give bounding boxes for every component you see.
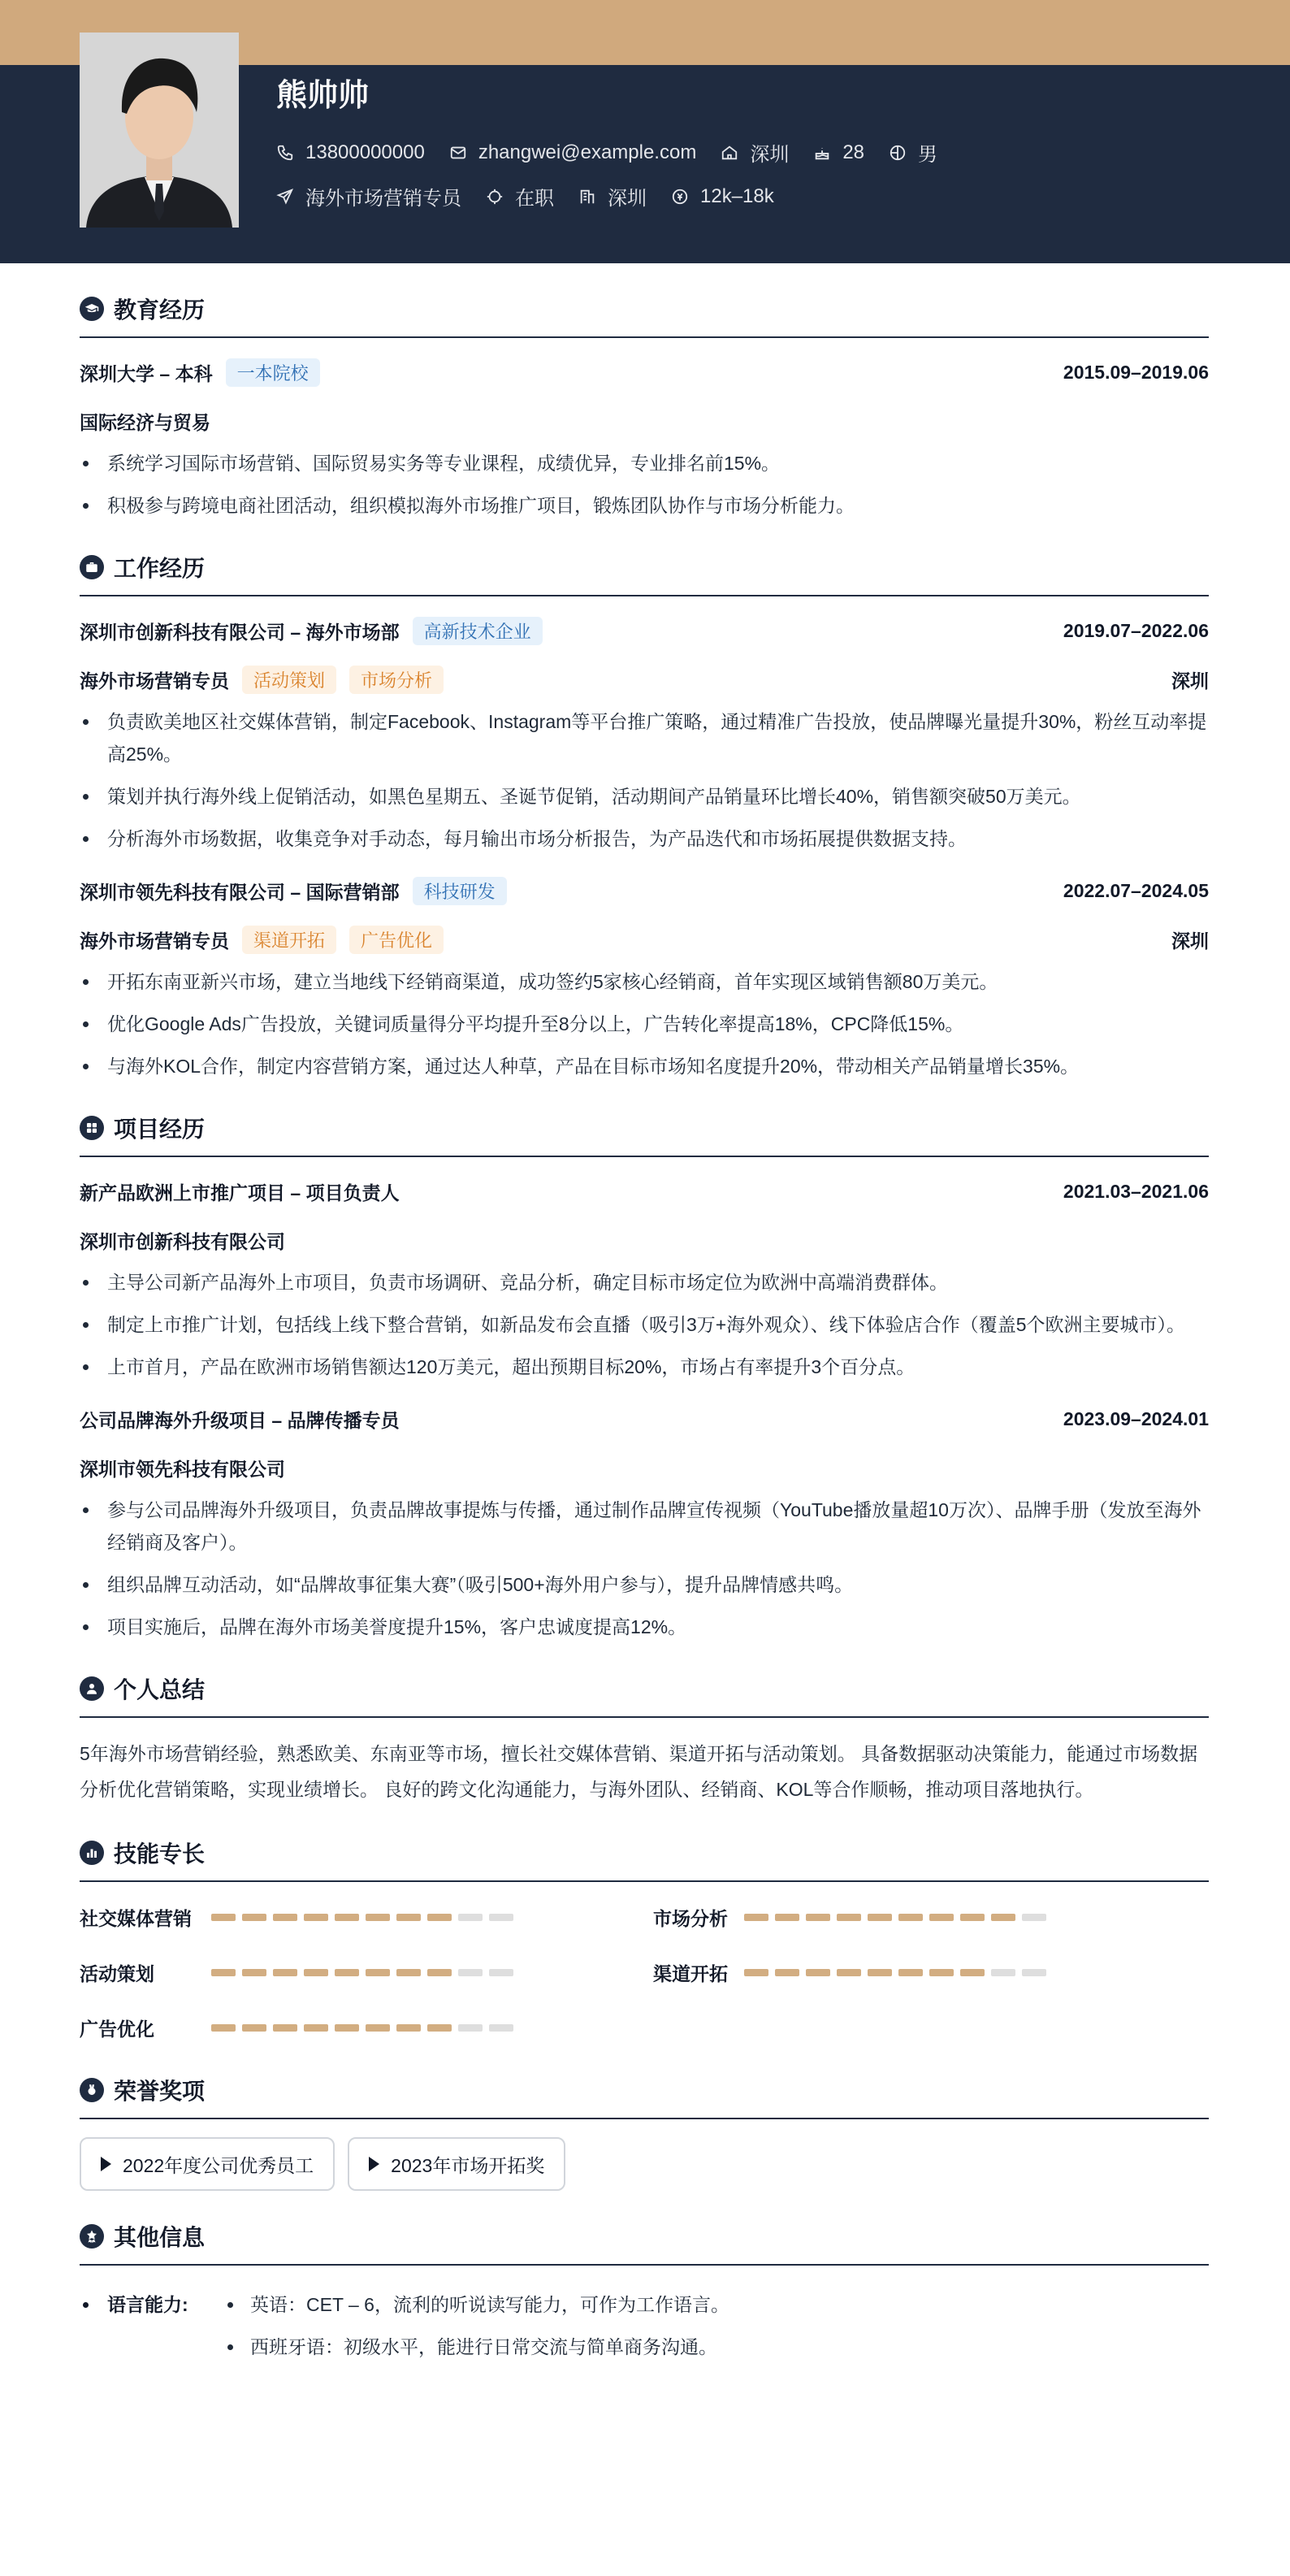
skill-segment	[806, 1914, 830, 1921]
school-tag: 一本院校	[226, 358, 320, 387]
project-entry	[80, 1175, 1209, 1383]
chart-icon	[80, 1841, 104, 1865]
cake-icon	[813, 144, 831, 162]
skill-segment	[366, 1914, 390, 1921]
skill-segment	[273, 1914, 297, 1921]
entry-bullets	[80, 1494, 1209, 1643]
email-text: zhangwei@example.com	[478, 141, 697, 163]
company-name: 深圳市创新科技有限公司 – 海外市场部	[80, 621, 400, 643]
skill-segment	[242, 1969, 266, 1976]
skill-segment	[898, 1914, 923, 1921]
language-label: 语言能力:	[80, 2283, 227, 2368]
company-tag: 科技研发	[413, 877, 507, 905]
skill-segment	[211, 1914, 236, 1921]
home-icon	[721, 144, 738, 162]
skill-segment	[806, 1969, 830, 1976]
skill-segment	[775, 1914, 799, 1921]
entry-title-row	[80, 614, 1209, 647]
phone-info	[276, 141, 425, 164]
send-icon	[276, 188, 294, 206]
list-item: 组织品牌互动活动，如“品牌故事征集大赛”（吸引500+海外用户参与），提升品牌情感共鸣。	[80, 1568, 1209, 1601]
section-header	[80, 1837, 1209, 1882]
section-header	[80, 1112, 1209, 1157]
summary-text: 5年海外市场营销经验，熟悉欧美、东南亚等市场，擅长社交媒体营销、渠道开拓与活动策划。 具备数据驱动决策能力，能通过市场数据分析优化营销策略，实现业绩增长。 良好的跨文化沟通能力，与海外团队、经销商、KOL等合作顺畅，推动项目落地执行。	[80, 1743, 1198, 1800]
list-item: 制定上市推广计划，包括线上线下整合营销，如新品发布会直播（吸引3万+海外观众）、线下体验店合作（覆盖5个欧洲主要城市）。	[80, 1308, 1209, 1341]
skills-section	[80, 1837, 1209, 2045]
entry-bullets	[80, 447, 1209, 522]
candidate-name: 熊帅帅	[276, 79, 370, 113]
skill-level-bar	[211, 2024, 520, 2032]
skill-segment	[335, 1914, 359, 1921]
entry-date: 2019.07–2022.06	[1063, 619, 1209, 641]
target-city-text: 深圳	[608, 188, 647, 210]
badge-icon	[80, 2224, 104, 2249]
entry-title-row	[80, 1175, 1209, 1208]
salary-text: 12k–18k	[700, 184, 774, 207]
awards-section	[80, 2074, 1209, 2191]
skill-level-bar	[211, 1969, 520, 1976]
salary-info	[671, 185, 774, 208]
coin-icon	[671, 188, 689, 206]
entry-date: 2015.09–2019.06	[1063, 361, 1209, 383]
skill-segment	[335, 2024, 359, 2032]
list-item: 系统学习国际市场营销、国际贸易实务等专业课程，成绩优异，专业排名前15%。	[80, 447, 1209, 479]
entry-location: 深圳	[1171, 930, 1209, 952]
other-section	[80, 2220, 1209, 2368]
entry-sub-row	[80, 923, 1209, 956]
section-title: 教育经历	[114, 297, 206, 323]
job-intent-row	[276, 182, 799, 210]
skill-segment	[242, 1914, 266, 1921]
skill-segment	[427, 1969, 452, 1976]
section-header	[80, 2074, 1209, 2119]
education-entry	[80, 356, 1209, 522]
project-org: 深圳市创新科技有限公司	[80, 1230, 285, 1252]
role-tag: 市场分析	[349, 666, 444, 694]
status-info	[486, 182, 554, 210]
skill-segment	[396, 2024, 421, 2032]
project-entry	[80, 1403, 1209, 1643]
skill-name: 渠道开拓	[653, 1962, 728, 1984]
skill-item	[653, 1955, 1209, 1989]
work-entry	[80, 614, 1209, 855]
play-icon	[369, 2157, 379, 2171]
skill-segment	[1022, 1914, 1046, 1921]
skill-segment	[304, 1969, 328, 1976]
entry-bullets	[80, 705, 1209, 855]
list-item: 分析海外市场数据，收集竞争对手动态，每月输出市场分析报告，为产品迭代和市场拓展提供数据支持。	[80, 822, 1209, 855]
section-title: 工作经历	[114, 556, 206, 581]
awards-list	[80, 2137, 1209, 2191]
section-title: 其他信息	[114, 2225, 206, 2250]
work-entry	[80, 874, 1209, 1082]
other-info	[80, 2283, 1209, 2368]
skill-segment	[211, 1969, 236, 1976]
entry-title-row	[80, 1403, 1209, 1435]
skill-segment	[427, 2024, 452, 2032]
skill-segment	[489, 1969, 513, 1976]
skill-segment	[396, 1969, 421, 1976]
gender-icon	[889, 144, 907, 162]
section-title: 项目经历	[114, 1117, 206, 1142]
city-text: 深圳	[750, 144, 790, 166]
skill-name: 市场分析	[653, 1907, 728, 1929]
skill-item	[80, 1900, 653, 1934]
role-name: 海外市场营销专员	[80, 670, 229, 692]
role-name: 海外市场营销专员	[80, 930, 229, 952]
project-title: 公司品牌海外升级项目 – 品牌传播专员	[80, 1409, 400, 1431]
entry-bullets	[80, 1266, 1209, 1383]
grid-icon	[80, 1116, 104, 1140]
entry-location: 深圳	[1171, 670, 1209, 692]
skill-segment	[868, 1969, 892, 1976]
list-item: 上市首月，产品在欧洲市场销售额达120万美元，超出预期目标20%，市场占有率提升3个百分点。	[80, 1351, 1209, 1383]
project-title: 新产品欧洲上市推广项目 – 项目负责人	[80, 1182, 400, 1203]
entry-sub-row	[80, 405, 1209, 437]
building-icon	[578, 188, 596, 206]
list-item: 英语：CET – 6，流利的听说读写能力，可作为工作语言。	[227, 2283, 729, 2326]
age-info	[813, 141, 864, 164]
skill-segment	[929, 1914, 954, 1921]
skill-item	[80, 2010, 653, 2045]
list-item: 主导公司新产品海外上市项目，负责市场调研、竞品分析，确定目标市场定位为欧洲中高端消费群体。	[80, 1266, 1209, 1299]
entry-date: 2021.03–2021.06	[1063, 1180, 1209, 1202]
company-name: 深圳市领先科技有限公司 – 国际营销部	[80, 881, 400, 903]
entry-sub-row	[80, 1451, 1209, 1484]
city-info	[721, 138, 789, 167]
skill-segment	[744, 1914, 768, 1921]
summary-section	[80, 1672, 1209, 1807]
gender-text: 男	[918, 144, 938, 166]
section-header	[80, 2220, 1209, 2266]
award-badge	[80, 2137, 335, 2191]
skill-segment	[837, 1914, 861, 1921]
skill-segment	[929, 1969, 954, 1976]
list-item: 策划并执行海外线上促销活动，如黑色星期五、圣诞节促销，活动期间产品销量环比增长40%，销售额突破50万美元。	[80, 780, 1209, 813]
skill-segment	[898, 1969, 923, 1976]
section-header	[80, 293, 1209, 338]
skill-segment	[335, 1969, 359, 1976]
skills-grid	[80, 1900, 1209, 2045]
award-label: 2023年市场开拓奖	[391, 2154, 545, 2176]
language-list	[227, 2283, 729, 2368]
entry-sub-row	[80, 663, 1209, 696]
skill-level-bar	[211, 1914, 520, 1921]
project-org: 深圳市领先科技有限公司	[80, 1458, 285, 1480]
entry-sub-row	[80, 1224, 1209, 1256]
list-item: 积极参与跨境电商社团活动，组织模拟海外市场推广项目，锻炼团队协作与市场分析能力。	[80, 489, 1209, 522]
school-name: 深圳大学 – 本科	[80, 362, 213, 384]
skill-segment	[991, 1969, 1015, 1976]
age-text: 28	[842, 141, 865, 163]
medal-icon	[80, 2078, 104, 2102]
email-info	[449, 141, 697, 164]
gender-info	[889, 138, 937, 167]
skill-segment	[458, 2024, 483, 2032]
skill-name: 社交媒体营销	[80, 1907, 192, 1929]
skill-level-bar	[744, 1969, 1053, 1976]
skill-segment	[304, 1914, 328, 1921]
phone-text: 13800000000	[305, 141, 425, 163]
skill-segment	[744, 1969, 768, 1976]
skill-item	[80, 1955, 653, 1989]
skill-segment	[366, 2024, 390, 2032]
role-tag: 活动策划	[242, 666, 336, 694]
skill-segment	[427, 1914, 452, 1921]
skill-name: 广告优化	[80, 2018, 154, 2040]
skill-segment	[991, 1914, 1015, 1921]
portrait-image	[80, 33, 239, 228]
entry-date: 2022.07–2024.05	[1063, 879, 1209, 901]
skill-level-bar	[744, 1914, 1053, 1921]
skill-segment	[960, 1914, 985, 1921]
user-icon	[80, 1676, 104, 1701]
position-text: 海外市场营销专员	[305, 188, 461, 210]
skill-segment	[242, 2024, 266, 2032]
skill-segment	[868, 1914, 892, 1921]
graduation-cap-icon	[80, 297, 104, 321]
section-header	[80, 551, 1209, 596]
section-header	[80, 1672, 1209, 1718]
award-badge	[348, 2137, 565, 2191]
list-item: 项目实施后，品牌在海外市场美誉度提升15%，客户忠诚度提高12%。	[80, 1611, 1209, 1643]
position-info	[276, 182, 461, 210]
briefcase-icon	[80, 555, 104, 579]
education-section	[80, 293, 1209, 522]
list-item: 参与公司品牌海外升级项目，负责品牌故事提炼与传播，通过制作品牌宣传视频（YouTube播放量超10万次）、品牌手册（发放至海外经销商及客户）。	[80, 1494, 1209, 1559]
award-label: 2022年度公司优秀员工	[123, 2154, 314, 2176]
skill-segment	[1022, 1969, 1046, 1976]
skill-segment	[458, 1969, 483, 1976]
list-item: 与海外KOL合作，制定内容营销方案，通过达人种草，产品在目标市场知名度提升20%，带动相关产品销量增长35%。	[80, 1050, 1209, 1082]
skill-segment	[458, 1914, 483, 1921]
skill-segment	[489, 2024, 513, 2032]
skill-segment	[366, 1969, 390, 1976]
avatar	[80, 33, 239, 228]
projects-section	[80, 1112, 1209, 1643]
skill-segment	[273, 1969, 297, 1976]
skill-segment	[775, 1969, 799, 1976]
entry-title-row	[80, 356, 1209, 388]
contact-row	[276, 138, 962, 167]
language-row	[80, 2283, 1209, 2368]
skill-name: 活动策划	[80, 1962, 154, 1984]
status-icon	[486, 188, 504, 206]
play-icon	[101, 2157, 111, 2171]
major-name: 国际经济与贸易	[80, 411, 210, 433]
status-text: 在职	[515, 188, 554, 210]
skill-segment	[211, 2024, 236, 2032]
section-title: 个人总结	[114, 1677, 206, 1702]
section-title: 技能专长	[114, 1841, 206, 1867]
list-item: 负责欧美地区社交媒体营销，制定Facebook、Instagram等平台推广策略，通过精准广告投放，使品牌曝光量提升30%，粉丝互动率提高25%。	[80, 705, 1209, 770]
section-title: 荣誉奖项	[114, 2079, 206, 2104]
work-section	[80, 551, 1209, 1082]
resume-body	[80, 263, 1209, 2368]
entry-title-row	[80, 874, 1209, 907]
role-tag: 渠道开拓	[242, 926, 336, 954]
skill-segment	[960, 1969, 985, 1976]
skill-segment	[489, 1914, 513, 1921]
skill-segment	[837, 1969, 861, 1976]
company-tag: 高新技术企业	[413, 617, 543, 645]
entry-bullets	[80, 965, 1209, 1082]
entry-date: 2023.09–2024.01	[1063, 1407, 1209, 1429]
list-item: 开拓东南亚新兴市场，建立当地线下经销商渠道，成功签约5家核心经销商，首年实现区域销售额80万美元。	[80, 965, 1209, 998]
role-tag: 广告优化	[349, 926, 444, 954]
mail-icon	[449, 144, 467, 162]
list-item: 优化Google Ads广告投放，关键词质量得分平均提升至8分以上，广告转化率提高18%，CPC降低15%。	[80, 1008, 1209, 1040]
phone-icon	[276, 144, 294, 162]
skill-segment	[304, 2024, 328, 2032]
skill-segment	[396, 1914, 421, 1921]
list-item: 西班牙语：初级水平，能进行日常交流与简单商务沟通。	[227, 2326, 729, 2368]
skill-segment	[273, 2024, 297, 2032]
skill-item	[653, 1900, 1209, 1934]
target-city-info	[578, 182, 647, 210]
